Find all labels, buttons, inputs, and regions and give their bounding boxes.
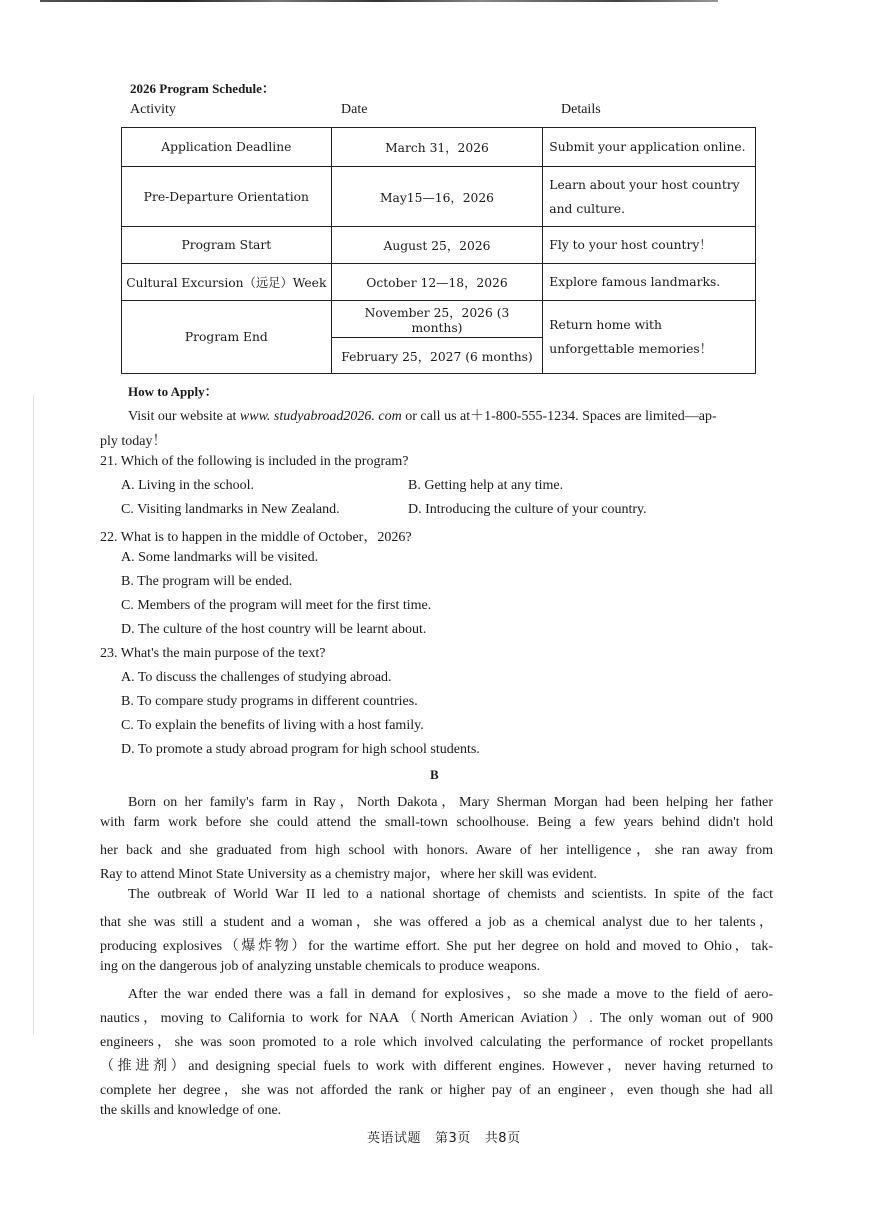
table-row (122, 128, 756, 167)
question-21-stem: 21. Which of the following is included in the program? (100, 454, 409, 469)
table-row (122, 264, 756, 301)
passage-b-p3-line-5: complete her degree，she was not afforded the rank or higher pay of an engineer，even though she had all (100, 1083, 773, 1098)
question-23-stem: 23. What's the main purpose of the text? (100, 646, 326, 661)
date-cell: October 12—18，2026 (331, 264, 543, 301)
passage-b-p2-line-4: ing on the dangerous job of analyzing unstable chemicals to produce weapons. (100, 959, 541, 974)
question-22-option-c: C. Members of the program will meet for the first time. (121, 598, 432, 613)
column-header-activity: Activity (130, 102, 176, 117)
how-to-apply-suffix: or call us at＋1-800-555-1234. Spaces are limited—ap- (401, 409, 717, 424)
activity-cell: Program End (122, 301, 332, 374)
details-cell: Submit your application online. (543, 128, 756, 167)
question-23-option-b: B. To compare study programs in different countries. (121, 694, 418, 709)
question-22-stem: 22. What is to happen in the middle of October，2026? (100, 530, 412, 545)
passage-b-p2-line-3: producing explosives（爆炸物）for the wartime effort. She put her degree on hold and moved to Ohio，tak- (100, 939, 773, 954)
question-22-option-a: A. Some landmarks will be visited. (121, 550, 319, 565)
activity-cell: Program Start (122, 227, 332, 264)
passage-b-p3-line-4: （推进剂）and designing special fuels to work with different engines. However，never having returned to (100, 1059, 773, 1074)
how-to-apply-line-2: ply today！ (100, 434, 167, 449)
question-23-option-d: D. To promote a study abroad program for high school students. (121, 742, 480, 757)
footer-page-number: 第3页 (435, 1131, 471, 1146)
section-b-label: B (430, 767, 439, 782)
passage-b-p3-line-6: the skills and knowledge of one. (100, 1103, 282, 1118)
details-cell: Return home with unforgettable memories！ (543, 301, 756, 374)
activity-cell: Cultural Excursion（远足）Week (122, 264, 332, 301)
left-margin-rule (33, 395, 34, 1035)
question-23-option-a: A. To discuss the challenges of studying abroad. (121, 670, 392, 685)
passage-b-p2-line-1: The outbreak of World War II led to a national shortage of chemists and scientists. In spite of the fact (128, 887, 773, 902)
footer-total-pages: 共8页 (484, 1131, 521, 1146)
question-22-option-d: D. The culture of the host country will be learnt about. (121, 622, 427, 637)
question-22-option-b: B. The program will be ended. (121, 574, 293, 589)
date-cell: March 31，2026 (331, 128, 543, 167)
how-to-apply-prefix: Visit our website at (128, 409, 240, 424)
table-row (122, 167, 756, 227)
question-21-option-c: C. Visiting landmarks in New Zealand. (121, 502, 340, 517)
passage-b-p1-line-1: Born on her family's farm in Ray，North Dakota，Mary Sherman Morgan had been helping her father (128, 795, 773, 810)
footer-subject: 英语试题 (367, 1131, 422, 1146)
passage-b-p3-line-3: engineers，she was soon promoted to a role which involved calculating the performance of rocket propellants (100, 1035, 773, 1050)
table-row (122, 227, 756, 264)
activity-cell: Pre-Departure Orientation (122, 167, 332, 227)
schedule-table (121, 127, 756, 374)
schedule-title: 2026 Program Schedule： (130, 81, 275, 96)
table-row (122, 301, 756, 338)
question-21-option-a: A. Living in the school. (121, 478, 254, 493)
passage-b-p2-line-2: that she was still a student and a woman，she was offered a job as a chemical analyst due to her talents， (100, 915, 773, 930)
passage-b-p1-line-2: with farm work before she could attend the small-town schoolhouse. Being a few years behind didn't hold (100, 815, 773, 830)
date-cell: November 25，2026 (3 months) (331, 301, 543, 338)
passage-b-p3-line-1: After the war ended there was a fall in demand for explosives，so she made a move to the field of aero- (128, 987, 773, 1002)
details-cell: Fly to your host country！ (543, 227, 756, 264)
details-cell: Learn about your host country and culture. (543, 167, 756, 227)
website-link[interactable]: www. studyabroad2026. com (239, 409, 402, 424)
details-cell: Explore famous landmarks. (543, 264, 756, 301)
date-cell: February 25，2027 (6 months) (331, 338, 543, 374)
how-to-apply-line-1 (128, 405, 717, 425)
question-21-option-d: D. Introducing the culture of your country. (408, 502, 647, 517)
passage-b-p1-line-3: her back and she graduated from high school with honors. Aware of her intelligence，she ran away from (100, 843, 773, 858)
column-header-date: Date (341, 102, 368, 117)
column-header-details: Details (561, 102, 601, 117)
question-21-option-b: B. Getting help at any time. (408, 478, 564, 493)
question-23-option-c: C. To explain the benefits of living with a host family. (121, 718, 424, 733)
date-cell: August 25，2026 (331, 227, 543, 264)
date-cell: May15—16，2026 (331, 167, 543, 227)
passage-b-p3-line-2: nautics，moving to California to work for NAA（North American Aviation）. The only woman out of 900 (100, 1011, 773, 1026)
page-footer (367, 1127, 535, 1146)
passage-b-p1-line-4: Ray to attend Minot State University as a chemistry major，where her skill was evident. (100, 867, 597, 882)
activity-cell: Application Deadline (122, 128, 332, 167)
top-border-rule (40, 0, 718, 2)
how-to-apply-title: How to Apply： (128, 384, 218, 399)
